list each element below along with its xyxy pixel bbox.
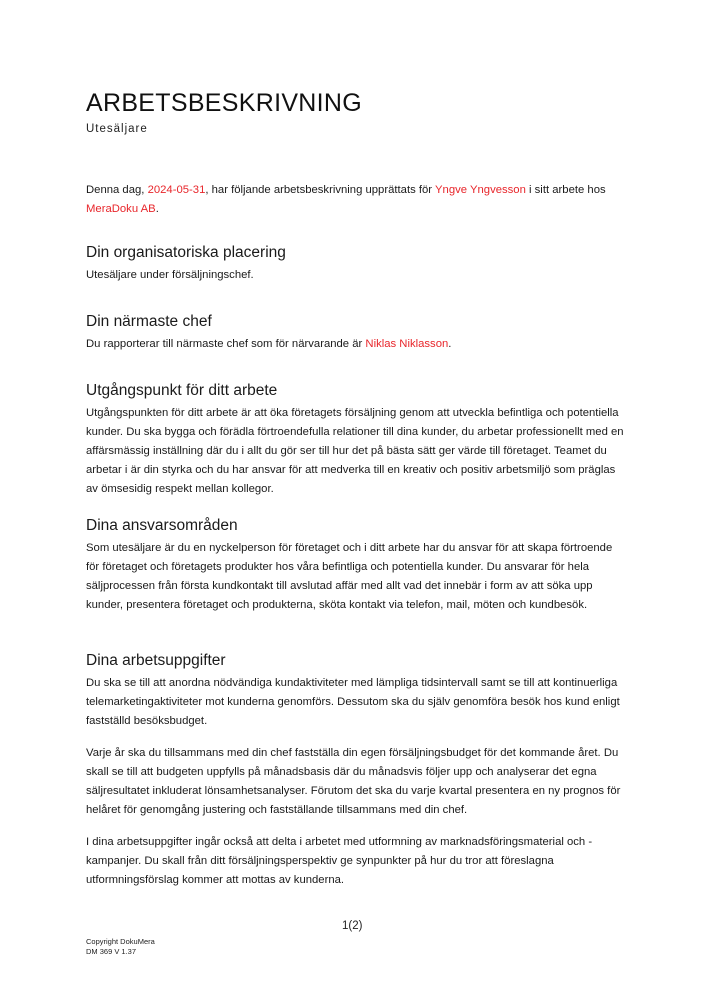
manager-text: . (448, 338, 452, 350)
page-number: 1(2) (342, 920, 363, 932)
document-title: ARBETSBESKRIVNING (86, 89, 362, 117)
placement-text: Utesäljare under försäljningschef. (86, 269, 254, 281)
employee-name-field: Yngve Yngvesson (435, 184, 526, 196)
section-body: Du ska se till att anordna nödvändiga kundaktiviteter med lämpliga tidsintervall samt se till att kontinuerliga telemarketingaktiviteter mot kunderna genomförs. Dessutom ska du själv genomföra besök hos kund enligt fastställd besöksbudget. (86, 677, 620, 727)
section-body: Varje år ska du tillsammans med din chef fastställa din egen försäljningsbudget för det kommande året. Du skall se till att budgeten uppfylls på månadsbasis där du månadsvis följer upp och analyserar det egna säljresultatet inkluderat lönsamhetsanalyser. Förutom det ska du varje kvartal presentera en ny prognos för helåret för genomgång justering och fastställande tillsammans med din chef. (86, 747, 621, 816)
document-subtitle: Utesäljare (86, 123, 148, 135)
section-responsibilities (86, 515, 626, 615)
section-heading: Din organisatoriska placering (86, 244, 286, 261)
intro-text: , har följande arbetsbeskrivning upprättats för (205, 184, 435, 196)
version-text: DM 369 V 1.37 (86, 947, 137, 956)
section-body: Som utesäljare är du en nyckelperson för företaget och i ditt arbete har du ansvar för att skapa förtroende för företaget och företagets produkter hos våra befintliga och potentiella kunder. Du ansvarar för hela säljprocessen från första kundkontakt till avslutad affär med allt vad det innebär i form av att söka upp kunder, presentera företaget och produkterna, sköta kontakt via telefon, mail, möten och kundbesök. (86, 542, 613, 611)
intro-text: i sitt arbete hos (525, 184, 606, 196)
intro-text: . (155, 203, 159, 215)
section-heading: Dina ansvarsområden (86, 517, 238, 534)
date-field: 2024-05-31 (147, 184, 206, 196)
section-body: Utgångspunkten för ditt arbete är att öka företagets försäljning genom att utveckla befintliga och potentiella kunder. Du ska bygga och förädla förtroendefulla relationer till dina kunder, du arbetar professionellt med en affärsmässig inställning där du i allt du gör ser till hur det på bästa sätt ger värde till företaget. Teamet du arbetar i är din styrka och du har ansvar för att medverka till en kreativ och positiv arbetsmiljö som präglas av ömsesidig respekt mellan kollegor. (86, 407, 624, 495)
section-tasks (86, 650, 626, 890)
manager-text: Du rapporterar till närmaste chef som för närvarande är (86, 338, 366, 350)
copyright-text: Copyright DokuMera (86, 937, 155, 946)
footer-copyright (86, 937, 155, 957)
section-body: I dina arbetsuppgifter ingår också att delta i arbetet med utformning av marknadsföringsmaterial och -kampanjer. Du skall från ditt försäljningsperspektiv ge synpunkter på hur du tror att föreslagna utformningsförslag kommer att mottas av kunderna. (86, 836, 593, 886)
section-manager (86, 311, 626, 354)
manager-name-field: Niklas Niklasson (365, 338, 449, 350)
section-placement (86, 242, 626, 285)
section-heading: Utgångspunkt för ditt arbete (86, 382, 278, 399)
intro-paragraph (86, 181, 626, 219)
intro-text: Denna dag, (86, 184, 148, 196)
section-heading: Din närmaste chef (86, 313, 212, 330)
manager-paragraph (86, 335, 626, 354)
section-heading: Dina arbetsuppgifter (86, 652, 226, 669)
company-name-field: MeraDoku AB (86, 203, 156, 215)
section-starting-point (86, 380, 626, 499)
